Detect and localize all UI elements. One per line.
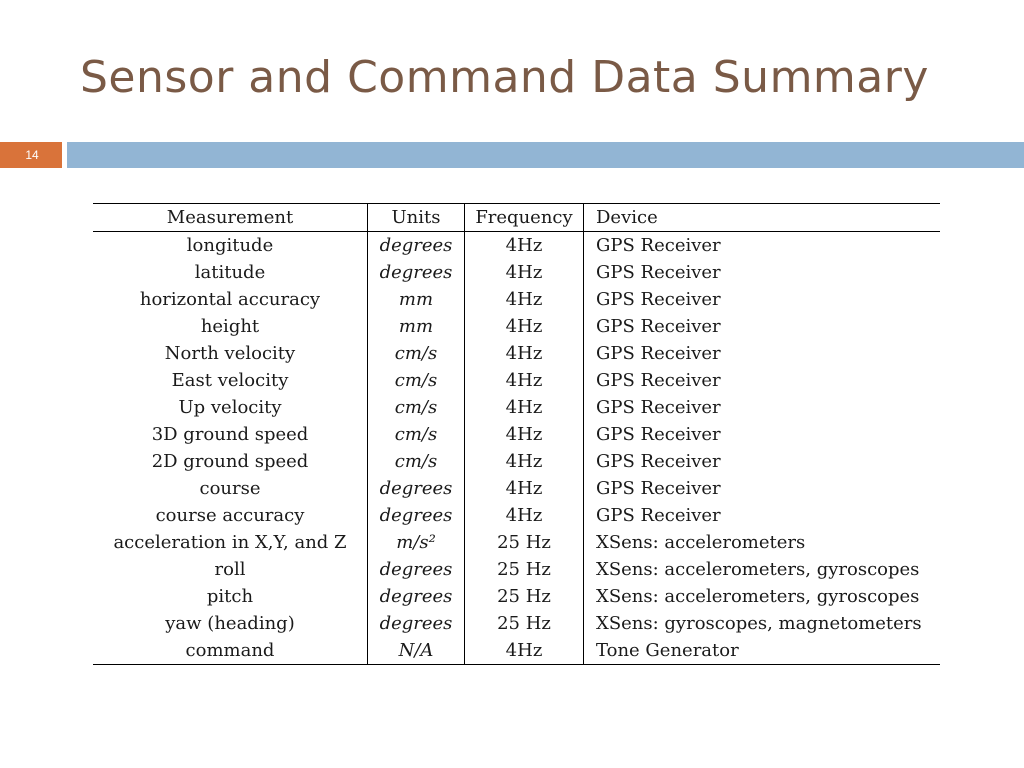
header-measurement: Measurement [93, 204, 368, 232]
table-row [93, 448, 940, 475]
table-row [93, 232, 940, 260]
cell-frequency: 4Hz [465, 286, 584, 313]
cell-device: GPS Receiver [584, 232, 941, 260]
cell-device: GPS Receiver [584, 367, 941, 394]
table-row [93, 286, 940, 313]
cell-frequency: 4Hz [465, 232, 584, 260]
cell-device: GPS Receiver [584, 394, 941, 421]
cell-measurement: North velocity [164, 343, 296, 364]
cell-frequency: 4Hz [465, 502, 584, 529]
cell-device: GPS Receiver [584, 448, 941, 475]
cell-units: degrees [368, 232, 465, 260]
cell-device: GPS Receiver [584, 421, 941, 448]
header-units: Units [368, 204, 465, 232]
cell-device: GPS Receiver [584, 286, 941, 313]
slide-title: Sensor and Command Data Summary [80, 52, 929, 103]
table-row [93, 556, 940, 583]
cell-measurement: 2D ground speed [151, 451, 309, 472]
cell-device: GPS Receiver [584, 340, 941, 367]
cell-units: mm [368, 313, 465, 340]
cell-frequency: 25 Hz [465, 610, 584, 637]
cell-frequency: 4Hz [465, 367, 584, 394]
table-body [93, 232, 940, 665]
table-header-row [93, 204, 940, 232]
cell-units: cm/s [368, 448, 465, 475]
table-row [93, 421, 940, 448]
table-row [93, 502, 940, 529]
cell-measurement: roll [214, 559, 246, 580]
cell-device: XSens: accelerometers [584, 529, 941, 556]
cell-device: XSens: accelerometers, gyroscopes [584, 583, 941, 610]
cell-frequency: 4Hz [465, 340, 584, 367]
cell-measurement: yaw (heading) [165, 613, 295, 634]
accent-bar [67, 142, 1024, 168]
cell-measurement: horizontal accuracy [139, 289, 321, 310]
cell-frequency: 4Hz [465, 475, 584, 502]
cell-measurement: 3D ground speed [151, 424, 309, 445]
header-frequency: Frequency [465, 204, 584, 232]
sensor-data-table [93, 203, 940, 665]
cell-frequency: 4Hz [465, 421, 584, 448]
cell-units: cm/s [368, 340, 465, 367]
cell-measurement: latitude [194, 262, 266, 283]
cell-frequency: 4Hz [465, 394, 584, 421]
cell-measurement: command [93, 637, 368, 665]
cell-units: N/A [368, 637, 465, 665]
cell-units: degrees [368, 475, 465, 502]
cell-units: cm/s [368, 394, 465, 421]
table-row [93, 529, 940, 556]
table-row [93, 637, 940, 665]
cell-frequency: 25 Hz [465, 556, 584, 583]
cell-device: GPS Receiver [584, 502, 941, 529]
table-row [93, 475, 940, 502]
cell-device: GPS Receiver [584, 313, 941, 340]
cell-measurement: Up velocity [178, 397, 282, 418]
header-device: Device [584, 204, 941, 232]
cell-measurement: height [200, 316, 260, 337]
cell-measurement: acceleration in X,Y, and Z [113, 532, 347, 553]
page-number-badge: 14 [0, 142, 62, 168]
cell-units: degrees [368, 583, 465, 610]
table-row [93, 259, 940, 286]
cell-measurement: East velocity [171, 370, 289, 391]
cell-units: cm/s [368, 367, 465, 394]
cell-measurement: pitch [206, 586, 254, 607]
cell-frequency: 4Hz [465, 313, 584, 340]
table-row [93, 610, 940, 637]
cell-units: mm [368, 286, 465, 313]
cell-frequency: 4Hz [465, 637, 584, 665]
cell-units: degrees [368, 259, 465, 286]
cell-frequency: 4Hz [465, 259, 584, 286]
cell-units: degrees [368, 502, 465, 529]
cell-device: Tone Generator [584, 637, 941, 665]
cell-units: degrees [368, 556, 465, 583]
cell-device: GPS Receiver [584, 259, 941, 286]
cell-frequency: 25 Hz [465, 583, 584, 610]
table-row [93, 313, 940, 340]
cell-measurement: course [199, 478, 261, 499]
cell-frequency: 25 Hz [465, 529, 584, 556]
cell-device: GPS Receiver [584, 475, 941, 502]
cell-measurement: longitude [186, 235, 274, 256]
table-row [93, 583, 940, 610]
cell-units: cm/s [368, 421, 465, 448]
cell-device: XSens: accelerometers, gyroscopes [584, 556, 941, 583]
table-row [93, 394, 940, 421]
cell-units: degrees [368, 610, 465, 637]
cell-units: m/s² [368, 529, 465, 556]
cell-device: XSens: gyroscopes, magnetometers [584, 610, 941, 637]
cell-frequency: 4Hz [465, 448, 584, 475]
table-row [93, 340, 940, 367]
cell-measurement: course accuracy [155, 505, 305, 526]
table-row [93, 367, 940, 394]
